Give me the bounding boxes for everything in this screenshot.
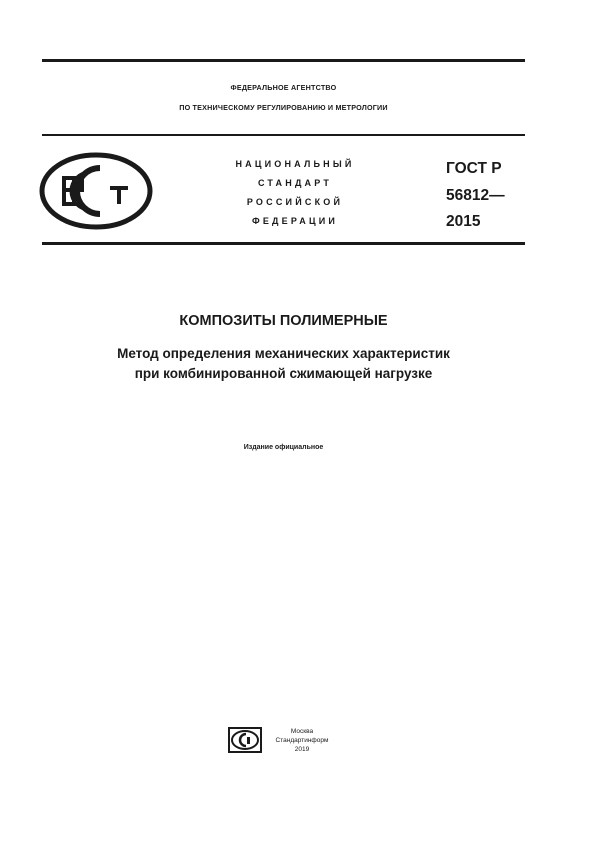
document-title: КОМПОЗИТЫ ПОЛИМЕРНЫЕ bbox=[179, 313, 388, 329]
agency-name-line1: ФЕДЕРАЛЬНОЕ АГЕНТСТВО bbox=[230, 83, 337, 92]
publisher-city: Москва bbox=[290, 728, 314, 735]
top-rule bbox=[42, 59, 525, 62]
standartinform-logo bbox=[228, 727, 262, 753]
agency-name-line2: ПО ТЕХНИЧЕСКОМУ РЕГУЛИРОВАНИЮ И МЕТРОЛОГИИ bbox=[179, 103, 388, 112]
document-subtitle-line2: при комбинированной сжимающей нагрузке bbox=[134, 366, 433, 381]
gost-designation-line1: ГОСТ Р bbox=[446, 160, 502, 177]
title-block-rule bbox=[42, 242, 525, 245]
standard-type-line4: ФЕДЕРАЦИИ bbox=[251, 216, 339, 226]
edition-note: Издание официальное bbox=[243, 444, 324, 451]
gost-designation-line2: 56812— bbox=[446, 187, 505, 204]
standard-type-line1: НАЦИОНАЛЬНЫЙ bbox=[235, 159, 355, 169]
document-subtitle-line1: Метод определения механических характеристик bbox=[117, 346, 450, 361]
publisher-name: Стандартинформ bbox=[275, 737, 329, 744]
gost-r-logo bbox=[38, 150, 154, 232]
gost-designation-line3: 2015 bbox=[446, 213, 481, 230]
standard-type-line3: РОССИЙСКОЙ bbox=[246, 197, 344, 207]
standard-type-line2: СТАНДАРТ bbox=[257, 178, 333, 188]
header-rule bbox=[42, 134, 525, 136]
publication-year: 2019 bbox=[294, 746, 310, 753]
